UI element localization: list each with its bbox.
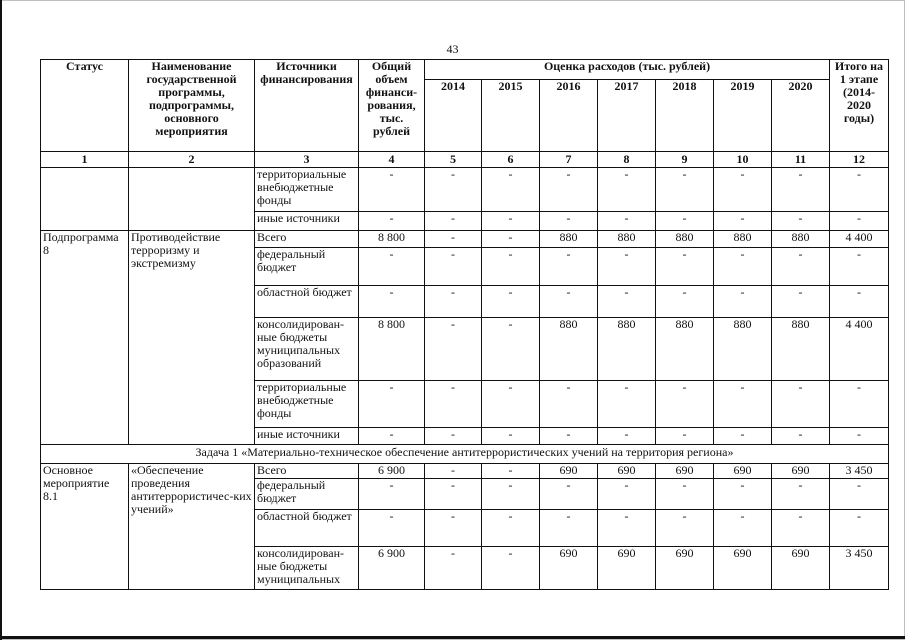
cell-value: - [540, 428, 598, 445]
cell-value: 6 900 [359, 464, 425, 479]
cell-value: 690 [714, 547, 772, 590]
cell-value: - [425, 428, 482, 445]
page-number: 43 [446, 42, 459, 56]
cell-value: - [540, 479, 598, 510]
cell-value: 690 [772, 464, 830, 479]
cell-funding-source: федеральный бюджет [255, 479, 359, 510]
column-number: 2 [129, 152, 255, 168]
column-number: 8 [598, 152, 656, 168]
cell-value: - [714, 248, 772, 286]
cell-value: - [830, 479, 889, 510]
cell-funding-source: территориальные внебюджетные фонды [255, 168, 359, 212]
cell-value: - [598, 479, 656, 510]
cell-value: - [425, 464, 482, 479]
cell-value: - [656, 381, 714, 428]
cell-value: - [772, 248, 830, 286]
cell-value: - [714, 510, 772, 547]
scan-edge-left [0, 0, 2, 640]
cell-funding-source: Всего [255, 231, 359, 248]
cell-value: - [482, 286, 540, 318]
header-expense-estimate: Оценка расходов (тыс. рублей) [425, 60, 830, 80]
cell-value: - [425, 318, 482, 381]
header-program-name: Наименование государственной программы, подпрограммы, основного мероприятия [129, 60, 255, 152]
header-funding-sources: Источники финансирования [255, 60, 359, 152]
cell-value: 880 [656, 318, 714, 381]
cell-value: - [540, 286, 598, 318]
cell-status: Основное мероприятие 8.1 [41, 464, 129, 590]
cell-value: - [425, 381, 482, 428]
cell-value: 3 450 [830, 547, 889, 590]
cell-value: - [359, 381, 425, 428]
cell-value: 4 400 [830, 231, 889, 248]
cell-value: - [714, 168, 772, 212]
column-number: 12 [830, 152, 889, 168]
cell-value: - [425, 286, 482, 318]
column-number-row [41, 152, 889, 168]
cell-funding-source: Всего [255, 464, 359, 479]
cell-value: - [425, 248, 482, 286]
cell-value: - [598, 248, 656, 286]
cell-value: 880 [714, 231, 772, 248]
cell-value: - [540, 168, 598, 212]
column-number: 3 [255, 152, 359, 168]
header-stage-total: Итого на 1 этапе (2014-2020 годы) [830, 60, 889, 152]
cell-value: - [482, 381, 540, 428]
cell-value: - [425, 212, 482, 231]
header-status: Статус [41, 60, 129, 152]
cell-value: 8 800 [359, 231, 425, 248]
cell-value: 690 [656, 464, 714, 479]
cell-value: 880 [598, 318, 656, 381]
cell-value: - [482, 168, 540, 212]
cell-value: - [540, 381, 598, 428]
cell-value: - [359, 510, 425, 547]
cell-value: - [772, 510, 830, 547]
cell-value: - [482, 212, 540, 231]
cell-value: - [359, 248, 425, 286]
cell-value: - [482, 479, 540, 510]
cell-value: - [482, 248, 540, 286]
cell-program-name [129, 168, 255, 231]
cell-value: - [772, 479, 830, 510]
header-total-volume: Общий объем финанси-рования, тыс. рублей [359, 60, 425, 152]
cell-value: 690 [714, 464, 772, 479]
header-year-2020: 2020 [772, 80, 830, 152]
cell-value: - [482, 464, 540, 479]
header-year-2015: 2015 [482, 80, 540, 152]
table-row [41, 168, 889, 212]
cell-value: - [482, 428, 540, 445]
cell-value: 690 [772, 547, 830, 590]
header-year-2014: 2014 [425, 80, 482, 152]
cell-value: - [656, 479, 714, 510]
cell-value: - [425, 479, 482, 510]
cell-value: - [772, 428, 830, 445]
cell-value: - [598, 286, 656, 318]
cell-value: - [482, 231, 540, 248]
cell-value: - [598, 510, 656, 547]
cell-value: - [656, 510, 714, 547]
cell-value: - [772, 168, 830, 212]
task-row [41, 445, 889, 464]
cell-value: - [359, 168, 425, 212]
cell-value: 880 [540, 231, 598, 248]
column-number: 10 [714, 152, 772, 168]
budget-table [40, 59, 889, 590]
cell-value: - [714, 381, 772, 428]
cell-value: - [772, 381, 830, 428]
column-number: 1 [41, 152, 129, 168]
cell-funding-source: консолидирован-ные бюджеты муниципальных [255, 547, 359, 590]
cell-value: 4 400 [830, 318, 889, 381]
table-row [41, 464, 889, 479]
cell-funding-source: областной бюджет [255, 510, 359, 547]
cell-value: - [598, 168, 656, 212]
cell-value: 880 [598, 231, 656, 248]
cell-value: 880 [714, 318, 772, 381]
cell-value: - [830, 510, 889, 547]
cell-value: - [359, 428, 425, 445]
cell-value: - [656, 168, 714, 212]
cell-value: - [359, 212, 425, 231]
table-row [41, 231, 889, 248]
cell-value: - [656, 212, 714, 231]
column-number: 6 [482, 152, 540, 168]
cell-value: - [425, 547, 482, 590]
header-year-2017: 2017 [598, 80, 656, 152]
cell-funding-source: консолидирован-ные бюджеты муниципальных образований [255, 318, 359, 381]
column-number: 9 [656, 152, 714, 168]
cell-value: - [540, 248, 598, 286]
table-body [41, 152, 889, 590]
cell-funding-source: иные источники [255, 428, 359, 445]
cell-value: 880 [772, 318, 830, 381]
cell-value: - [656, 428, 714, 445]
cell-value: - [482, 547, 540, 590]
column-number: 11 [772, 152, 830, 168]
cell-value: - [598, 428, 656, 445]
cell-value: 8 800 [359, 318, 425, 381]
cell-value: - [656, 248, 714, 286]
cell-value: - [830, 248, 889, 286]
cell-value: - [598, 381, 656, 428]
cell-funding-source: иные источники [255, 212, 359, 231]
cell-value: 690 [540, 464, 598, 479]
cell-value: - [656, 286, 714, 318]
cell-value: - [425, 168, 482, 212]
cell-value: 6 900 [359, 547, 425, 590]
cell-value: - [482, 318, 540, 381]
cell-funding-source: территориальные внебюджетные фонды [255, 381, 359, 428]
cell-value: - [714, 212, 772, 231]
header-year-2016: 2016 [540, 80, 598, 152]
cell-value: 880 [772, 231, 830, 248]
cell-value: 690 [540, 547, 598, 590]
cell-value: - [830, 286, 889, 318]
cell-value: 880 [656, 231, 714, 248]
header-year-2019: 2019 [714, 80, 772, 152]
cell-value: - [830, 212, 889, 231]
cell-funding-source: федеральный бюджет [255, 248, 359, 286]
cell-status: Подпрограмма 8 [41, 231, 129, 445]
cell-value: - [714, 428, 772, 445]
header-year-2018: 2018 [656, 80, 714, 152]
cell-value: - [359, 479, 425, 510]
cell-value: 3 450 [830, 464, 889, 479]
cell-value: - [425, 510, 482, 547]
cell-value: - [598, 212, 656, 231]
column-number: 7 [540, 152, 598, 168]
cell-funding-source: областной бюджет [255, 286, 359, 318]
task-title: Задача 1 «Материально-техническое обеспечение антитеррористических учений на территория региона» [41, 445, 889, 464]
column-number: 5 [425, 152, 482, 168]
cell-value: - [540, 510, 598, 547]
cell-program-name: «Обеспечение проведения антитеррористичес-ких учений» [129, 464, 255, 590]
cell-value: - [714, 479, 772, 510]
cell-value: - [540, 212, 598, 231]
cell-value: 690 [656, 547, 714, 590]
cell-value: - [359, 286, 425, 318]
cell-value: - [772, 286, 830, 318]
cell-value: - [482, 510, 540, 547]
cell-value: 880 [540, 318, 598, 381]
cell-value: - [830, 168, 889, 212]
scan-edge-bottom [0, 636, 905, 639]
cell-value: - [772, 212, 830, 231]
cell-status [41, 168, 129, 231]
cell-value: - [830, 381, 889, 428]
column-number: 4 [359, 152, 425, 168]
cell-value: - [425, 231, 482, 248]
cell-value: - [830, 428, 889, 445]
cell-program-name: Противодействие терроризму и экстремизму [129, 231, 255, 445]
cell-value: 690 [598, 464, 656, 479]
cell-value: - [714, 286, 772, 318]
cell-value: 690 [598, 547, 656, 590]
